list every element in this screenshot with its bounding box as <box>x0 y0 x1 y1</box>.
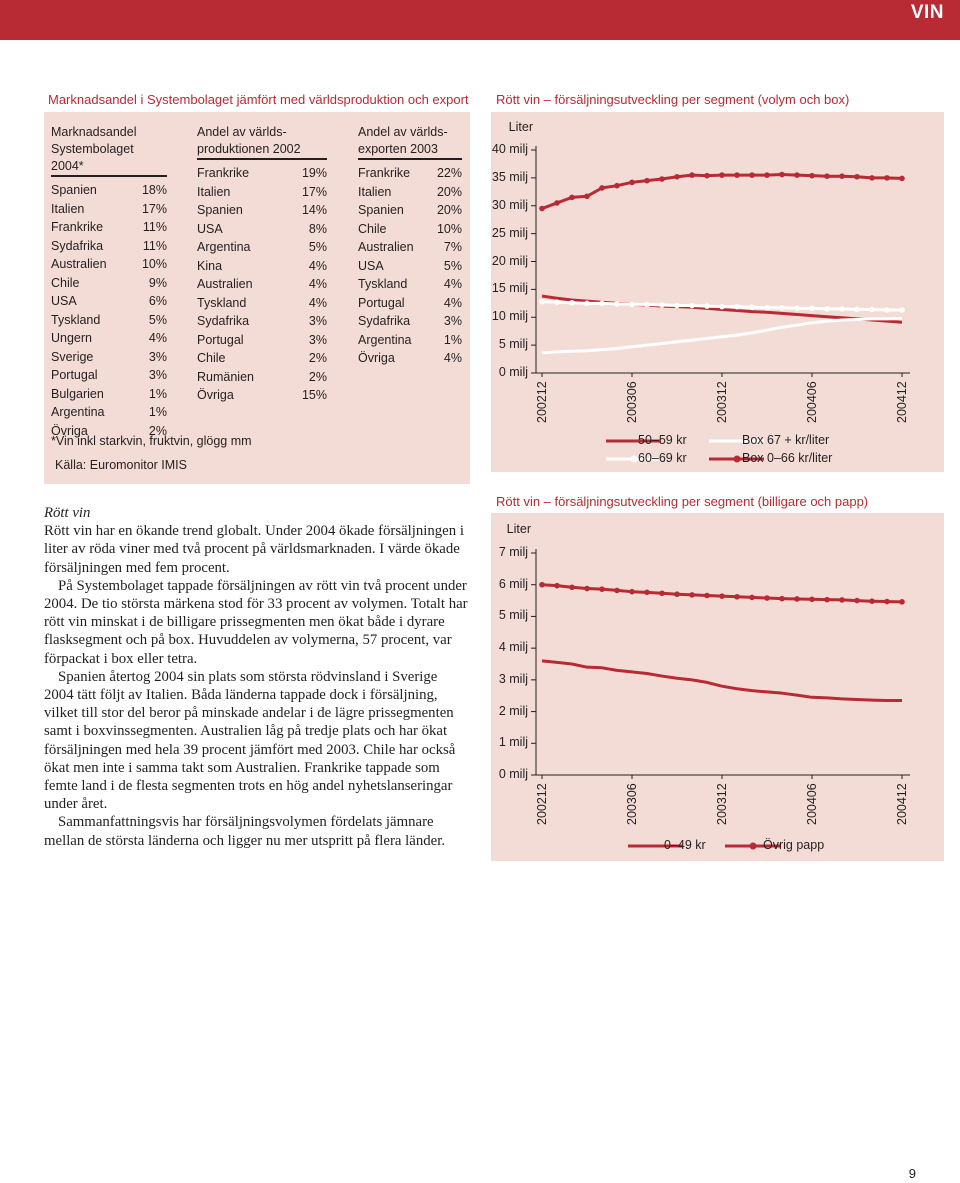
share-value: 2% <box>308 369 327 384</box>
section-header-bar <box>0 0 960 40</box>
share-value: 17% <box>141 201 167 216</box>
data-point <box>809 306 815 312</box>
data-point <box>539 299 545 305</box>
table-1 <box>51 124 167 440</box>
table-header-rule <box>358 158 462 160</box>
data-point <box>749 172 755 178</box>
data-point <box>794 306 800 312</box>
data-point <box>599 185 605 191</box>
footnote: *Vin inkl starkvin, fruktvin, glögg mm <box>51 434 252 448</box>
chart1-ylabel: Liter <box>508 120 533 134</box>
data-point <box>569 300 575 306</box>
legend-label: 0–49 kr <box>664 838 706 852</box>
table-row <box>51 218 167 237</box>
share-value: 1% <box>148 405 167 419</box>
data-point <box>539 582 545 588</box>
country-name: Ungern <box>51 331 92 345</box>
country-name: Frankrike <box>197 166 250 180</box>
y-tick-label: 30 milj <box>491 197 528 212</box>
table-row <box>358 164 462 183</box>
table-row <box>51 292 167 311</box>
table-2 <box>197 124 327 405</box>
data-point <box>764 595 770 601</box>
x-tick-label: 200212 <box>535 381 549 423</box>
table-header-line: Andel av världs- <box>197 125 287 139</box>
y-tick-label: 6 milj <box>498 576 528 591</box>
share-value: 3% <box>148 368 167 382</box>
country-name: USA <box>51 294 77 308</box>
share-value: 11% <box>142 238 167 253</box>
data-point <box>854 174 860 180</box>
data-point <box>839 306 845 312</box>
x-tick-label: 200412 <box>895 783 909 825</box>
data-point <box>644 302 650 308</box>
country-name: Australien <box>358 240 414 254</box>
country-name: Portugal <box>358 295 405 310</box>
table-row <box>197 201 327 220</box>
legend-label: 60–69 kr <box>638 451 687 465</box>
country-name: Chile <box>358 221 387 236</box>
data-point <box>569 584 575 590</box>
share-value: 7% <box>443 240 462 254</box>
country-name: Frankrike <box>51 220 104 234</box>
table-row <box>51 366 167 385</box>
data-point <box>614 183 620 189</box>
data-point <box>839 597 845 603</box>
share-value: 17% <box>301 184 327 199</box>
table-3 <box>358 124 462 368</box>
data-point <box>569 195 575 201</box>
data-point <box>824 306 830 312</box>
table-row <box>197 238 327 257</box>
table-row <box>197 312 327 331</box>
share-value: 2% <box>308 351 327 365</box>
country-name: Portugal <box>197 332 244 347</box>
data-point <box>794 172 800 178</box>
share-value: 1% <box>443 332 462 347</box>
country-name: Tyskland <box>51 312 101 327</box>
y-tick-label: 2 milj <box>498 703 528 718</box>
data-point <box>899 599 905 605</box>
share-value: 20% <box>436 184 462 199</box>
country-name: Sverige <box>51 349 94 364</box>
x-tick-label: 200406 <box>805 783 819 825</box>
country-name: Italien <box>197 184 231 199</box>
share-value: 2% <box>148 423 167 438</box>
table-header-line: exporten 2003 <box>358 142 438 156</box>
table-header-line: Systembolaget 2004* <box>51 142 134 173</box>
chart1-panel <box>491 112 944 472</box>
x-tick-label: 200406 <box>805 381 819 423</box>
share-value: 18% <box>141 183 167 197</box>
table-row <box>51 403 167 422</box>
data-point <box>689 172 695 178</box>
y-tick-label: 35 milj <box>491 169 528 184</box>
data-point <box>884 307 890 313</box>
country-name: Bulgarien <box>51 386 104 401</box>
series-line--vrig-papp <box>542 585 902 602</box>
x-tick-label: 200312 <box>715 783 729 825</box>
table-row <box>358 294 462 313</box>
table-row <box>358 275 462 294</box>
data-point <box>554 299 560 305</box>
data-point <box>599 301 605 307</box>
country-name: Sydafrika <box>51 238 104 253</box>
data-point <box>854 307 860 313</box>
country-name: Övriga <box>197 388 234 402</box>
data-point <box>629 180 635 186</box>
x-tick-label: 200312 <box>715 381 729 423</box>
chart1-title: Rött vin – försäljningsutveckling per segment (volym och box) <box>496 92 850 107</box>
country-name: Spanien <box>358 203 404 217</box>
y-tick-label: 3 milj <box>498 671 528 686</box>
country-name: Australien <box>51 257 107 271</box>
table-row <box>358 238 462 257</box>
data-point <box>629 302 635 308</box>
data-point <box>659 176 665 182</box>
page-number: 9 <box>908 1166 916 1181</box>
country-name: Argentina <box>358 332 412 347</box>
country-name: Italien <box>51 201 85 216</box>
data-point <box>764 305 770 311</box>
data-point <box>884 599 890 605</box>
share-value: 9% <box>148 275 167 290</box>
article-paragraph: På Systembolaget tappade försäljningen av rött vin två procent under 2004. De tio största märkena stod för 33 procent av volymen. Totalt har rött vin minskat i de billigare prissegmenten men ökat både i dyrare flasksegment och på box. Huvuddelen av volymerna, 57 procent, var förpackat i box eller tetra. <box>44 577 468 667</box>
data-point <box>899 176 905 182</box>
chart2-ylabel: Liter <box>506 522 531 536</box>
share-value: 4% <box>308 258 327 273</box>
country-name: Tyskland <box>358 277 408 291</box>
table-row <box>197 164 327 183</box>
y-tick-label: 15 milj <box>491 281 528 296</box>
series-line-box-0-66-kr-liter <box>542 175 902 209</box>
share-value: 22% <box>436 166 462 180</box>
share-value: 4% <box>148 331 167 345</box>
table-row <box>197 257 327 276</box>
data-point <box>779 596 785 602</box>
table-row <box>51 181 167 200</box>
data-point <box>689 303 695 309</box>
table-header-line: Marknadsandel <box>51 125 137 139</box>
article-paragraph: Rött vin har en ökande trend globalt. Under 2004 ökade försäljningen i liter av röda viner med två procent på världsmarknaden. I värde ökade försäljningen med fem procent. <box>44 523 464 576</box>
table-row <box>51 348 167 367</box>
table-row <box>51 274 167 293</box>
data-point <box>704 173 710 179</box>
data-point <box>869 175 875 181</box>
table-row <box>51 311 167 330</box>
article-heading: Rött vin <box>44 505 91 521</box>
data-point <box>719 593 725 599</box>
table-row <box>197 368 327 387</box>
data-point <box>839 173 845 179</box>
country-name: Italien <box>358 184 392 199</box>
share-value: 5% <box>308 240 327 254</box>
table-header <box>197 124 327 158</box>
data-point <box>689 592 695 598</box>
share-value: 4% <box>443 295 462 310</box>
table-header-rule <box>197 158 327 160</box>
table-row <box>197 331 327 350</box>
data-point <box>749 304 755 310</box>
legend-marker <box>734 456 741 463</box>
y-tick-label: 25 milj <box>491 225 528 240</box>
y-tick-label: 40 milj <box>491 142 528 156</box>
share-value: 14% <box>301 203 327 217</box>
country-name: Rumänien <box>197 369 254 384</box>
country-name: Spanien <box>51 183 97 197</box>
share-value: 3% <box>443 314 462 328</box>
share-value: 11% <box>142 220 167 234</box>
data-point <box>614 588 620 594</box>
table-row <box>197 349 327 368</box>
table-row <box>197 220 327 239</box>
source: Källa: Euromonitor IMIS <box>55 458 187 472</box>
data-point <box>704 303 710 309</box>
country-name: Sydafrika <box>197 314 250 328</box>
share-value: 20% <box>436 203 462 217</box>
table-row <box>51 385 167 404</box>
table-header <box>358 124 462 158</box>
market-share-panel <box>44 112 470 484</box>
data-point <box>629 589 635 595</box>
article <box>44 504 470 850</box>
country-name: Argentina <box>51 405 105 419</box>
y-tick-label: 1 milj <box>498 735 528 750</box>
data-point <box>854 598 860 604</box>
data-point <box>734 304 740 310</box>
legend-label: Övrig papp <box>763 838 825 852</box>
country-name: Argentina <box>197 240 251 254</box>
country-name: Övriga <box>51 423 88 438</box>
country-name: Spanien <box>197 203 243 217</box>
share-value: 6% <box>148 294 167 308</box>
data-point <box>869 598 875 604</box>
data-point <box>734 594 740 600</box>
x-tick-label: 200412 <box>895 381 909 423</box>
share-value: 5% <box>443 258 462 273</box>
table-header-line: Andel av världs- <box>358 125 448 139</box>
table-row <box>197 294 327 313</box>
table-row <box>358 201 462 220</box>
data-point <box>824 597 830 603</box>
y-tick-label: 4 milj <box>498 640 528 655</box>
country-name: Övriga <box>358 351 395 365</box>
data-point <box>584 586 590 592</box>
data-point <box>584 193 590 199</box>
share-value: 19% <box>301 166 327 180</box>
table-row <box>358 257 462 276</box>
table-row <box>197 386 327 405</box>
series-line-box-67-kr-liter <box>542 318 902 353</box>
share-value: 15% <box>301 388 327 402</box>
table-row <box>51 237 167 256</box>
data-point <box>554 200 560 206</box>
data-point <box>899 307 905 313</box>
data-point <box>779 305 785 311</box>
data-point <box>674 303 680 309</box>
data-point <box>674 174 680 180</box>
share-value: 4% <box>308 277 327 291</box>
y-tick-label: 5 milj <box>498 608 528 623</box>
share-value: 4% <box>308 295 327 310</box>
table-row <box>51 200 167 219</box>
share-value: 1% <box>148 386 167 401</box>
share-value: 5% <box>148 312 167 327</box>
data-point <box>659 590 665 596</box>
data-point <box>659 302 665 308</box>
data-point <box>764 172 770 178</box>
country-name: Frankrike <box>358 166 411 180</box>
table-row <box>197 275 327 294</box>
legend-label: Box 67 + kr/liter <box>742 433 830 447</box>
country-name: Chile <box>51 275 80 290</box>
country-name: Portugal <box>51 368 98 382</box>
table-row <box>358 312 462 331</box>
article-paragraph: Sammanfattningsvis har försäljningsvolymen fördelats jämnare mellan de största länderna och ligger nu mer utspritt på flera länder. <box>44 814 446 849</box>
data-point <box>809 173 815 179</box>
data-point <box>554 583 560 589</box>
table-row <box>358 220 462 239</box>
y-tick-label: 0 milj <box>498 365 528 379</box>
country-name: Sydafrika <box>358 314 411 328</box>
table-row <box>51 329 167 348</box>
country-name: Tyskland <box>197 295 247 310</box>
y-tick-label: 5 milj <box>498 337 528 352</box>
country-name: Australien <box>197 277 253 291</box>
country-name: USA <box>197 221 223 236</box>
data-point <box>824 173 830 179</box>
data-point <box>749 595 755 601</box>
x-tick-label: 200306 <box>625 783 639 825</box>
data-point <box>809 597 815 603</box>
table-row <box>358 183 462 202</box>
legend-marker <box>750 843 757 850</box>
x-tick-label: 200306 <box>625 381 639 423</box>
data-point <box>584 301 590 307</box>
y-tick-label: 0 milj <box>498 767 528 781</box>
data-point <box>869 307 875 313</box>
data-point <box>599 586 605 592</box>
share-value: 10% <box>436 221 462 236</box>
x-tick-label: 200212 <box>535 783 549 825</box>
legend-label: Box 0–66 kr/liter <box>742 451 833 465</box>
data-point <box>719 304 725 310</box>
series-line-0-49-kr <box>542 661 902 701</box>
data-point <box>704 593 710 599</box>
table-row <box>197 183 327 202</box>
data-point <box>674 591 680 597</box>
share-value: 3% <box>308 314 327 328</box>
section-label: VIN <box>910 2 944 23</box>
country-name: USA <box>358 258 384 273</box>
legend-label: 50–59 kr <box>638 433 687 447</box>
table-row <box>358 331 462 350</box>
data-point <box>719 172 725 178</box>
y-tick-label: 20 milj <box>491 253 528 268</box>
country-name: Kina <box>197 258 223 273</box>
table-header-line: produktionen 2002 <box>197 142 301 156</box>
share-value: 3% <box>148 349 167 364</box>
article-paragraph: Spanien återtog 2004 sin plats som största rödvinsland i Sverige 2004 tätt följt av Italien. Båda länderna tappade dock i försäljning, vilket till stor del beror på minskade andelar i de lägre prissegmenten samt i boxvinssegmenten. Australien låg på tredje plats och har ökat försäljningen med hela 39 procent jämfört med 2003. Chile har också ökat men inte i samma takt som Australien. Frankrike tappade som femte land i de flesta segmenten trots en hög andel nyhetslanseringar under året. <box>44 668 456 813</box>
table-row <box>51 255 167 274</box>
share-value: 4% <box>443 351 462 365</box>
legend-marker <box>631 456 638 463</box>
data-point <box>734 172 740 178</box>
data-point <box>644 590 650 596</box>
table-header-rule <box>51 175 167 177</box>
y-tick-label: 10 milj <box>491 309 528 324</box>
chart2-panel <box>491 513 944 861</box>
table-row <box>358 349 462 368</box>
share-value: 8% <box>308 221 327 236</box>
left-panel-title: Marknadsandel i Systembolaget jämfört med världsproduktion och export <box>48 92 469 107</box>
data-point <box>539 206 545 212</box>
share-value: 10% <box>141 257 167 271</box>
data-point <box>614 301 620 307</box>
share-value: 4% <box>443 277 462 291</box>
share-value: 3% <box>308 332 327 347</box>
y-tick-label: 7 milj <box>498 545 528 559</box>
data-point <box>794 596 800 602</box>
chart2-title: Rött vin – försäljningsutveckling per segment (billigare och papp) <box>496 494 869 509</box>
data-point <box>644 178 650 184</box>
data-point <box>779 172 785 178</box>
data-point <box>884 175 890 181</box>
table-header <box>51 124 167 175</box>
country-name: Chile <box>197 351 226 365</box>
